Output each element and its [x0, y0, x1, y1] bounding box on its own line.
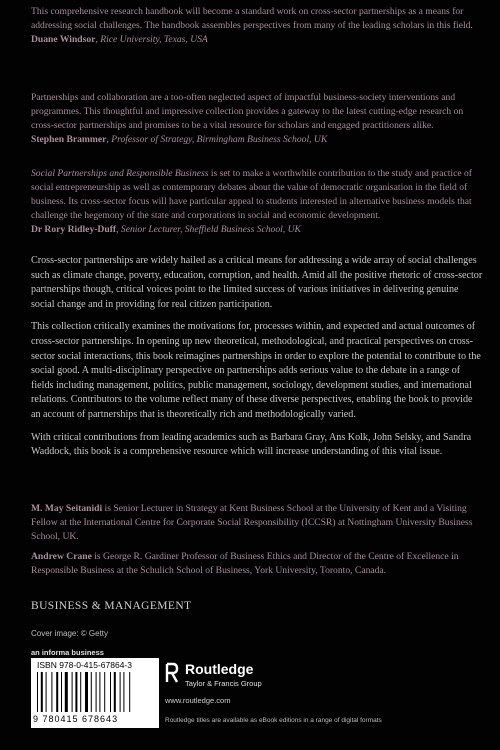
routledge-logo-icon [165, 662, 179, 684]
endorsement-windsor: This comprehensive research handbook will become a standard work on cross-sector partnerships as a means for addressing social challenges. The handbook assembles perspectives from many of the leading scholars in this field. Duane Windsor, Rice University, Texas, USA [31, 5, 481, 47]
publisher-url[interactable]: www.routledge.com [165, 696, 231, 705]
endorser-name: Dr Rory Ridley-Duff [31, 224, 117, 235]
endorser-affiliation: Rice University, Texas, USA [100, 34, 208, 45]
ebook-note: Routledge titles are available as eBook editions in a range of digital formats [165, 717, 382, 724]
barcode-icon [37, 672, 153, 712]
isbn-label: ISBN 978-0-415-67864-3 [37, 660, 132, 670]
author-bio: is George R. Gardiner Professor of Business Ethics and Director of the Centre of Excellence in Responsible Business at the Schulich School of Business, York University, Toronto, Canada. [31, 551, 459, 576]
endorser-affiliation: Professor of Strategy, Birmingham Business School, UK [111, 134, 328, 145]
description-paragraph: Cross-sector partnerships are widely hailed as a critical means for addressing a wide array of social challenges such as climate change, poverty, education, corruption, and health. Amid all the positive rhetoric of cross-sector partnerships though, critical voices point to the limited success of various initiatives in delivering genuine social change and in providing for real citizen participation. [31, 255, 483, 310]
endorsement-quote: is set to make a worthwhile contribution to the study and practice of social entrepreneurship as well as contemporary debates about the value of democratic organisation in the field of business. Its cross-sector focus will have particular appeal to students interested in alternative business models that challenge the hegemony of the state and corporations in social and economic development. [31, 168, 472, 221]
author-name: M. May Seitanidi [31, 503, 103, 514]
endorsement-quote: This comprehensive research handbook will become a standard work on cross-sector partnerships as a means for addressing social challenges. The handbook assembles perspectives from many of the leading scholars in this field. [31, 6, 473, 31]
author-bio: is Senior Lecturer in Strategy at Kent Business School at the University of Kent and a Visiting Fellow at the International Centre for Corporate Social Responsibility (ICCSR) at Nottingham University Business School, UK. [31, 503, 473, 542]
author-name: Andrew Crane [31, 551, 92, 562]
endorser-affiliation: Senior Lecturer, Sheffield Business School, UK [120, 224, 301, 235]
author-bio-seitanidi [31, 502, 483, 544]
book-description [31, 254, 483, 468]
informa-tagline: an informa business [31, 648, 104, 657]
publisher-subtitle: Taylor & Francis Group [185, 679, 262, 688]
subject-category: BUSINESS & MANAGEMENT [31, 600, 192, 612]
publisher-block [165, 660, 305, 700]
publisher-name: Routledge [185, 661, 254, 677]
cover-image-credit: Cover image: © Getty [31, 629, 109, 638]
endorser-name: Stephen Brammer [31, 134, 107, 145]
endorsement-quote: Partnerships and collaboration are a too-often neglected aspect of impactful business-society interventions and programmes. This thoughtful and impressive collection provides a gateway to the latest cutting-edge research on cross-sector partnerships and promises to be a vital resource for scholars and engaged practitioners alike. [31, 92, 464, 131]
endorser-name: Duane Windsor [31, 34, 96, 45]
endorsement-brammer: Partnerships and collaboration are a too-often neglected aspect of impactful business-society interventions and programmes. This thoughtful and impressive collection provides a gateway to the latest cutting-edge research on cross-sector partnerships and promises to be a vital resource for scholars and engaged practitioners alike. Stephen Brammer, Professor of Strategy, Birmingham Business School, UK [31, 91, 481, 147]
book-title-italic: Social Partnerships and Responsible Business [31, 168, 209, 179]
endorsement-ridley-duff: Social Partnerships and Responsible Business is set to make a worthwhile contribution to the study and practice of social entrepreneurship as well as contemporary debates about the value of democratic organisation in the field of business. Its cross-sector focus will have particular appeal to students interested in alternative business models that challenge the hegemony of the state and corporations in social and economic development. Dr Rory Ridley-Duff, Senior Lecturer, Sheffield Business School, UK [31, 168, 472, 235]
description-paragraph: This collection critically examines the motivations for, processes within, and expected and actual outcomes of cross-sector partnerships. In opening up new theoretical, methodological, and practical perspectives on cross-sector social interactions, this book reimagines partnerships in order to explore the potential to contribute to the social good. A multi-disciplinary perspective on partnerships adds serious value to the debate in a range of fields including management, politics, public management, sociology, development studies, and international relations. Contributors to the volume reflect many of these diverse perspectives, enabling the book to provide an account of partnerships that is theoretically rich and methodologically varied. [31, 321, 481, 420]
barcode-panel [31, 658, 159, 728]
author-bio-crane [31, 550, 483, 578]
barcode-digits: 9 780415 678643 [33, 714, 119, 724]
description-paragraph: With critical contributions from leading academics such as Barbara Gray, Ans Kolk, John Selsky, and Sandra Waddock, this book is a comprehensive resource which will increase understanding of this vital issue. [31, 431, 472, 458]
